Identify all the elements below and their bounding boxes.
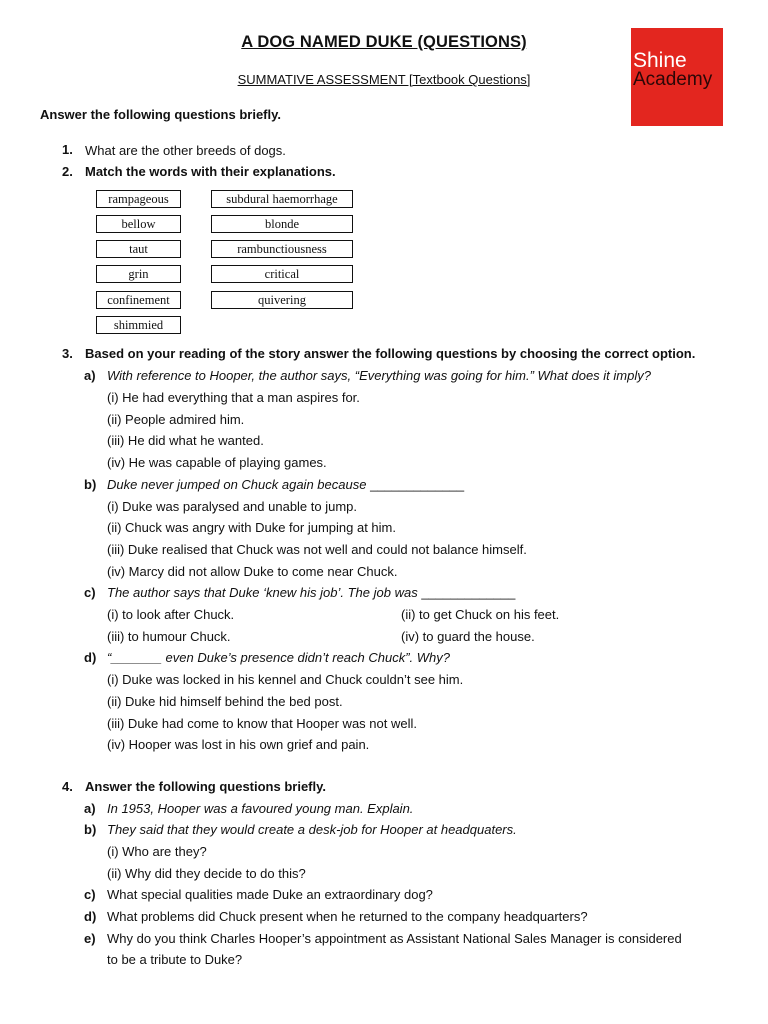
question-4b-letter: b): [84, 822, 97, 837]
question-3-number: 3.: [62, 346, 73, 361]
question-4b-text: They said that they would create a desk-job for Hooper at headquaters.: [107, 822, 517, 837]
question-4d-letter: d): [84, 909, 97, 924]
question-3b-text: [107, 477, 464, 492]
option: (ii) Duke hid himself behind the bed post.: [107, 694, 343, 709]
option: (i) He had everything that a man aspires for.: [107, 390, 360, 405]
option: (iv) Marcy did not allow Duke to come near Chuck.: [107, 564, 398, 579]
match-explanation-box: critical: [211, 265, 353, 283]
match-word-box: shimmied: [96, 316, 181, 334]
question-3c-text: [107, 585, 515, 600]
option: (iii) Duke had come to know that Hooper was not well.: [107, 716, 417, 731]
option: (iv) to guard the house.: [401, 629, 535, 644]
question-2-number: 2.: [62, 164, 73, 179]
question-1-number: 1.: [62, 142, 73, 157]
shine-academy-logo: [631, 28, 723, 126]
option: (iv) Hooper was lost in his own grief and pain.: [107, 737, 370, 752]
question-4d-text: What problems did Chuck present when he returned to the company headquarters?: [107, 909, 588, 924]
question-3-text: Based on your reading of the story answer the following questions by choosing the correct option.: [85, 346, 696, 361]
page-subtitle: SUMMATIVE ASSESSMENT [Textbook Questions]: [237, 72, 531, 87]
question-4e-text: Why do you think Charles Hooper’s appointment as Assistant National Sales Manager is considered: [107, 931, 682, 946]
match-explanation-box: subdural haemorrhage: [211, 190, 353, 208]
answer-blank: _____________: [417, 585, 516, 600]
option: (ii) Chuck was angry with Duke for jumping at him.: [107, 520, 396, 535]
question-4c-text: What special qualities made Duke an extraordinary dog?: [107, 887, 433, 902]
option: (ii) People admired him.: [107, 412, 245, 427]
match-explanation-box: blonde: [211, 215, 353, 233]
question-4-number: 4.: [62, 779, 73, 794]
question-3b-letter: b): [84, 477, 97, 492]
question-1-text: What are the other breeds of dogs.: [85, 143, 286, 158]
answer-blank: _____________: [366, 477, 465, 492]
option: (i) to look after Chuck.: [107, 607, 235, 622]
option: (iii) Duke realised that Chuck was not well and could not balance himself.: [107, 542, 527, 557]
question-3a-text: With reference to Hooper, the author says, “Everything was going for him.” What does it imply?: [107, 368, 651, 383]
question-4c-letter: c): [84, 887, 96, 902]
question-4-text: Answer the following questions briefly.: [85, 779, 327, 794]
question-4e-text-continued: to be a tribute to Duke?: [107, 952, 243, 967]
match-word-box: bellow: [96, 215, 181, 233]
question-4e-letter: e): [84, 931, 96, 946]
option: (iii) to humour Chuck.: [107, 629, 231, 644]
option: (ii) Why did they decide to do this?: [107, 866, 306, 881]
option: (i) Who are they?: [107, 844, 207, 859]
question-3a-letter: a): [84, 368, 96, 383]
option: (ii) to get Chuck on his feet.: [401, 607, 560, 622]
question-3b-stem: Duke never jumped on Chuck again because: [107, 477, 367, 492]
match-word-box: grin: [96, 265, 181, 283]
match-word-box: confinement: [96, 291, 181, 309]
match-explanation-box: quivering: [211, 291, 353, 309]
logo-line-1: Shine: [633, 49, 687, 72]
instruction-heading: Answer the following questions briefly.: [40, 107, 282, 122]
question-3c-letter: c): [84, 585, 96, 600]
question-3d-letter: d): [84, 650, 97, 665]
match-word-box: taut: [96, 240, 181, 258]
option: (i) Duke was paralysed and unable to jump.: [107, 499, 358, 514]
match-explanation-box: rambunctiousness: [211, 240, 353, 258]
question-4a-text: In 1953, Hooper was a favoured young man. Explain.: [107, 801, 414, 816]
question-2-text: Match the words with their explanations.: [85, 164, 336, 179]
question-4a-letter: a): [84, 801, 96, 816]
question-3c-stem: The author says that Duke ‘knew his job’. The job was: [107, 585, 418, 600]
question-3d-text: “_______ even Duke’s presence didn’t reach Chuck”. Why?: [107, 650, 451, 665]
option: (iv) He was capable of playing games.: [107, 455, 327, 470]
logo-line-2: Academy: [633, 69, 713, 90]
page-title: A DOG NAMED DUKE (QUESTIONS): [241, 33, 527, 51]
option: (iii) He did what he wanted.: [107, 433, 264, 448]
match-word-box: rampageous: [96, 190, 181, 208]
option: (i) Duke was locked in his kennel and Chuck couldn’t see him.: [107, 672, 464, 687]
